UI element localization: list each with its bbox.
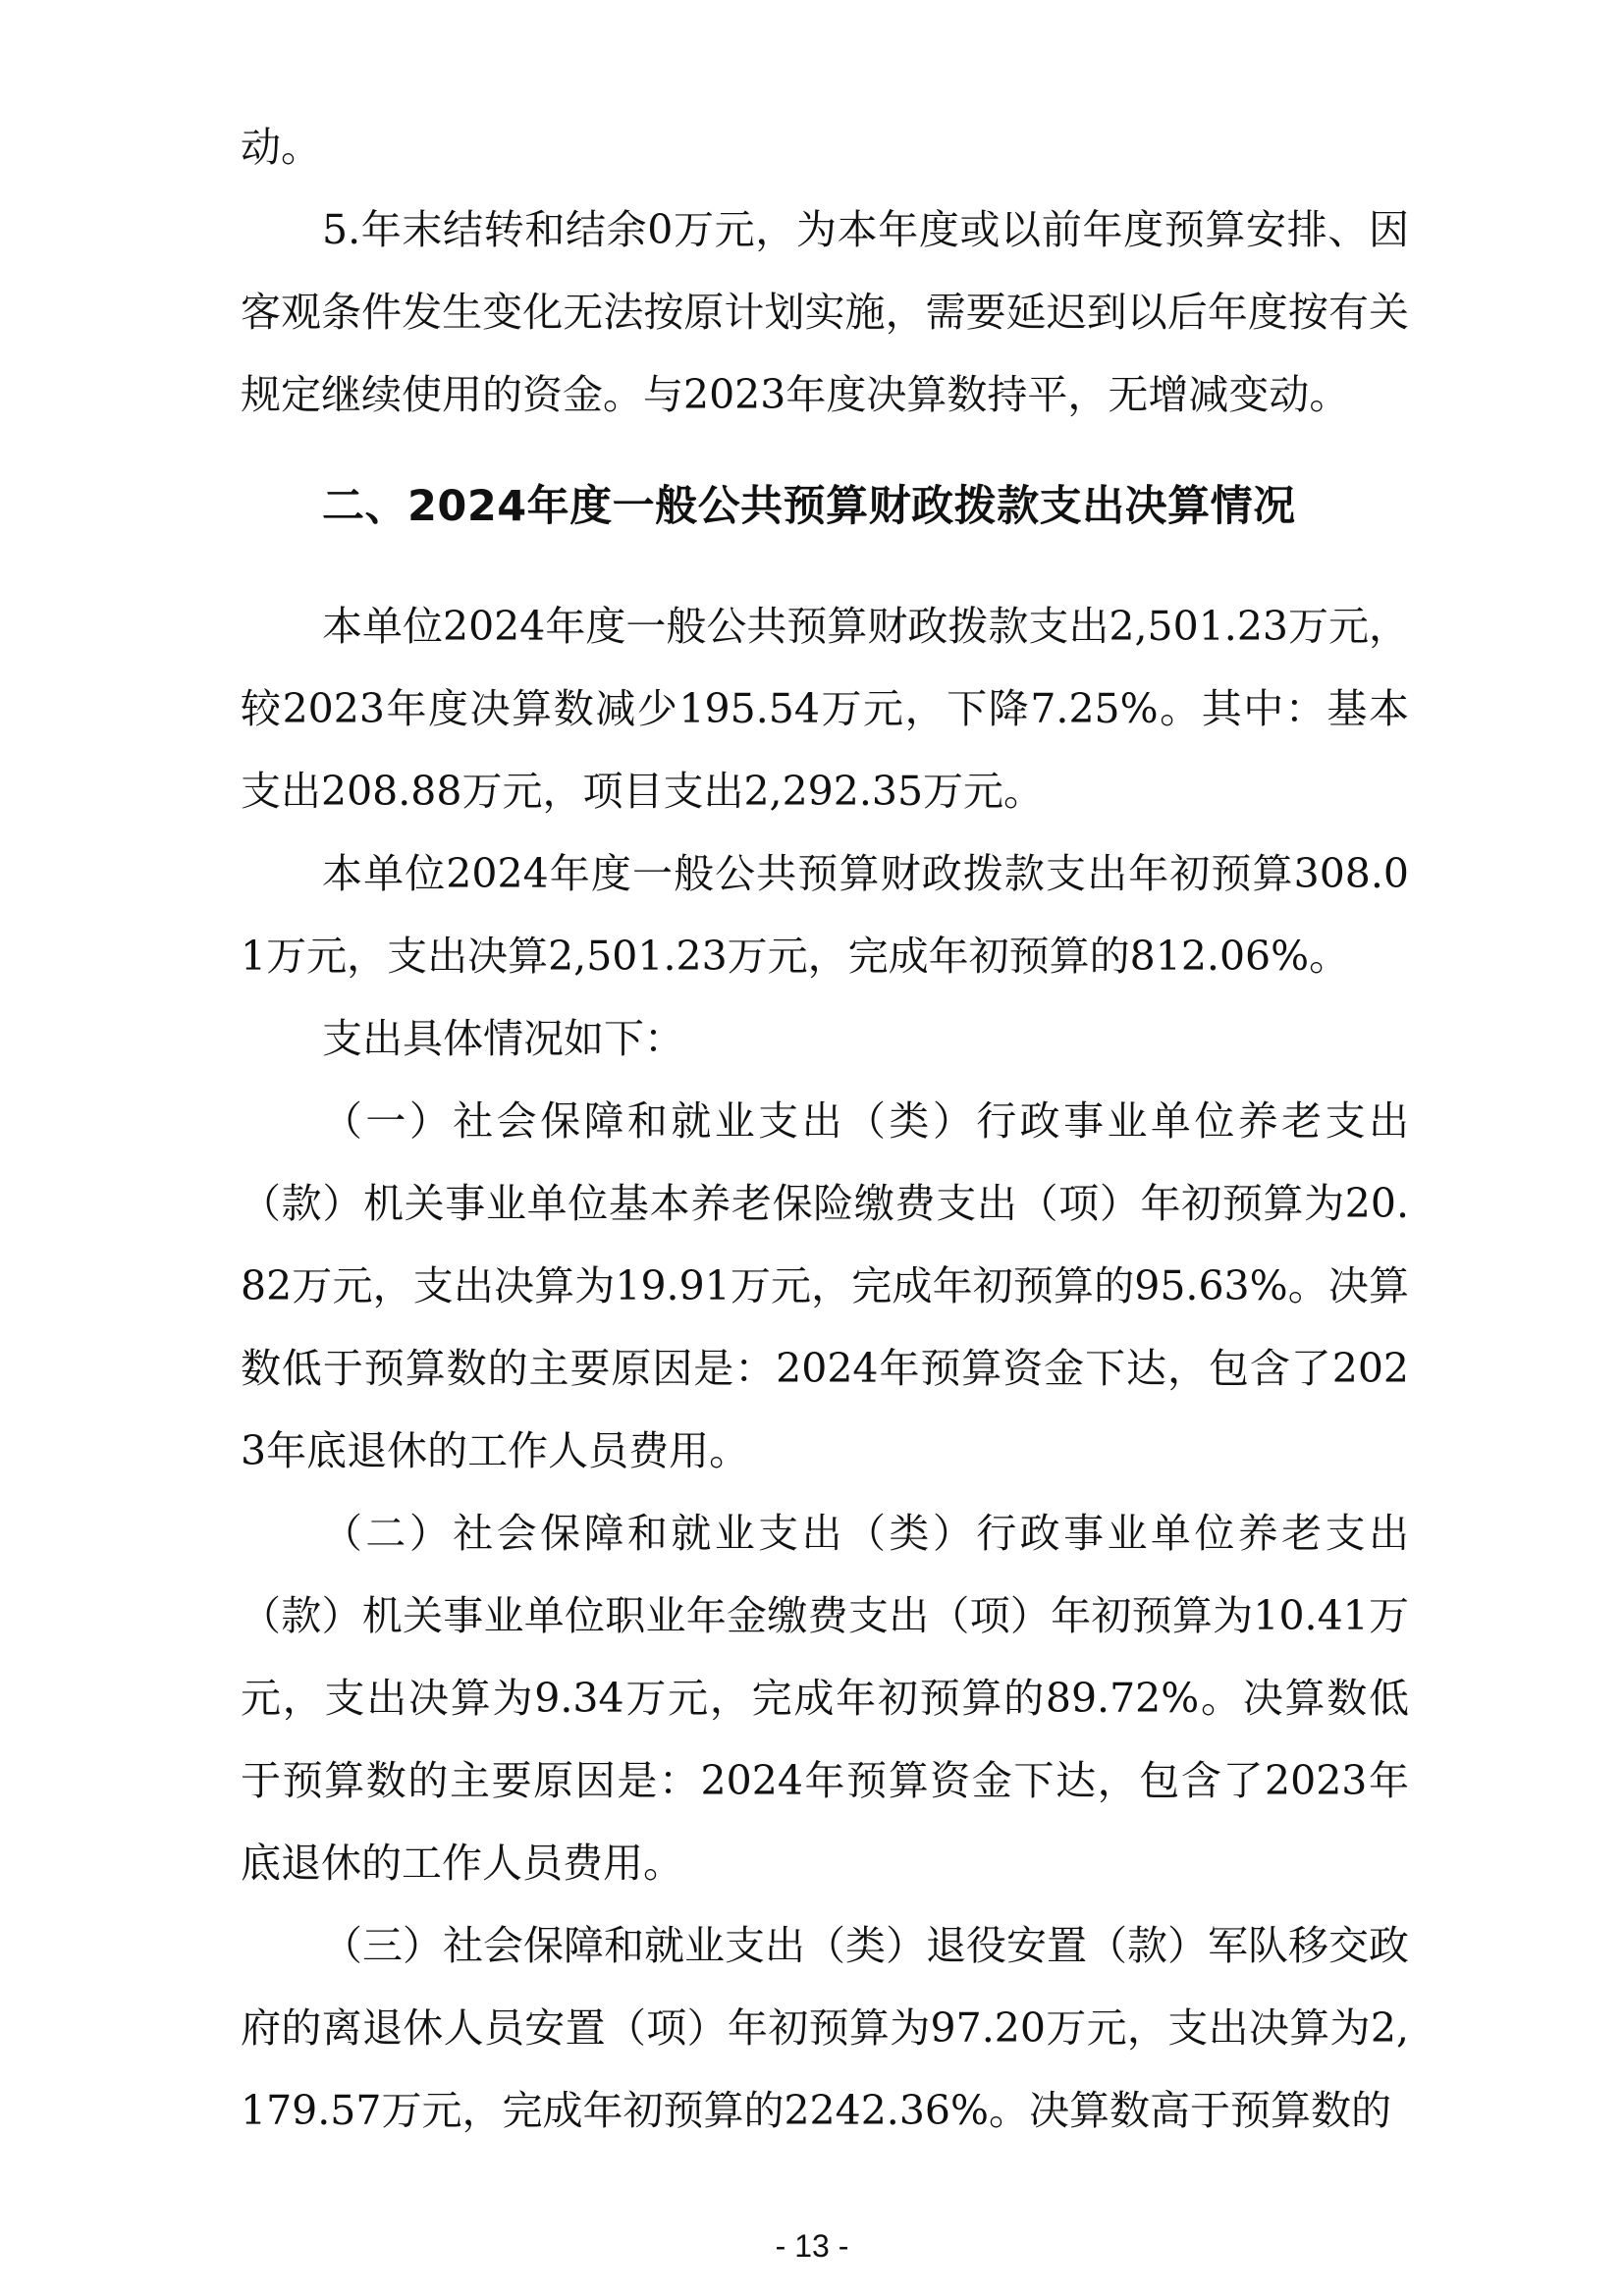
paragraph-item-2: （二）社会保障和就业支出（类）行政事业单位养老支出（款）机关事业单位职业年金缴费支出（项）年初预算为10.41万元，支出决算为9.34万元，完成年初预算的89.72%。决算数低于预算数的主要原因是：2024年预算资金下达，包含了2023年底退休的工作人员费用。 (241, 1510, 1409, 1887)
paragraph-item-1: （一）社会保障和就业支出（类）行政事业单位养老支出（款）机关事业单位基本养老保险缴费支出（项）年初预算为20.82万元，支出决算为19.91万元，完成年初预算的95.63%。决算数低于预算数的主要原因是：2024年预算资金下达，包含了2023年底退休的工作人员费用。 (241, 1097, 1409, 1474)
document-body (241, 106, 1409, 2152)
section-heading: 二、2024年度一般公共预算财政拨款支出决算情况 (322, 482, 1296, 531)
paragraph-total-expenditure: 本单位2024年度一般公共预算财政拨款支出2,501.23万元，较2023年度决算数减少195.54万元，下降7.25%。其中：基本支出208.88万元，项目支出2,292.35万元。 (241, 603, 1409, 815)
paragraph-details-intro: 支出具体情况如下： (322, 1015, 684, 1062)
paragraph-budget-completion: 本单位2024年度一般公共预算财政拨款支出年初预算308.01万元，支出决算2,501.23万元，完成年初预算的812.06%。 (241, 850, 1409, 980)
paragraph-carryover-balance: 5.年末结转和结余0万元，为本年度或以前年度预算安排、因客观条件发生变化无法按原计划实施，需要延迟到以后年度按有关规定继续使用的资金。与2023年度决算数持平，无增减变动。 (241, 206, 1409, 418)
paragraph-item-3: （三）社会保障和就业支出（类）退役安置（款）军队移交政府的离退休人员安置（项）年初预算为97.20万元，支出决算为2,179.57万元，完成年初预算的2242.36%。决算数高于预算数的 (241, 1922, 1409, 2134)
paragraph-continuation: 动。 (241, 124, 321, 171)
page-number: - 13 - (775, 2228, 849, 2264)
